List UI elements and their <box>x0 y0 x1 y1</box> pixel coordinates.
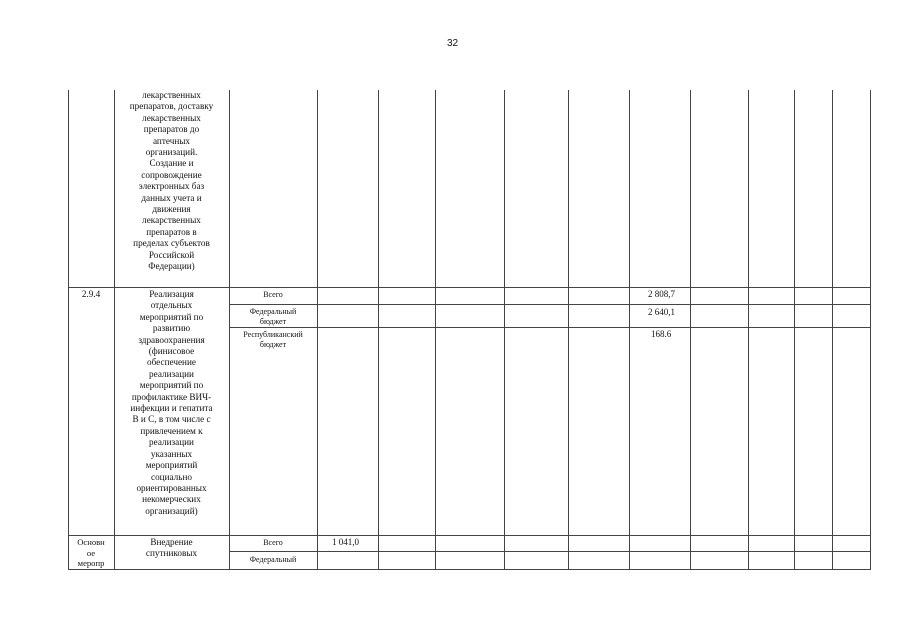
measure-code-cell: Основн ое меропр <box>77 537 105 568</box>
table-border-bottom <box>68 569 871 570</box>
column-divider <box>568 90 569 570</box>
measure-code-cell: 2.9.4 <box>81 289 101 299</box>
funding-source-label: Республиканский бюджет <box>243 330 303 349</box>
measure-name-cell: лекарственных препаратов, доставку лекарственных препаратов до аптечных организаций. Создание и сопровождение электронных баз данных учета и движения лекарственных препаратов в пределах субъектов Российской Федерации) <box>129 90 214 272</box>
funding-source-label: Всего <box>263 290 283 299</box>
row-divider <box>68 287 871 288</box>
sub-row-divider <box>229 551 871 552</box>
column-divider <box>832 90 833 570</box>
funding-source-label: Федеральный <box>249 555 297 564</box>
table-border-left <box>68 90 69 570</box>
column-divider <box>629 90 630 570</box>
funding-value: 1 041,0 <box>332 537 359 547</box>
column-divider <box>794 90 795 570</box>
funding-source-label: Федеральный бюджет <box>249 307 297 326</box>
measure-name-cell: Внедрение спутниковых <box>145 537 198 559</box>
column-divider <box>435 90 436 570</box>
row-divider <box>68 535 871 536</box>
column-divider <box>690 90 691 570</box>
measure-name-cell: Реализация отдельных мероприятий по развитию здравоохранения (финисовое обеспечение реализации мероприятий по профилактике ВИЧ- инфекции и гепатита В и С, в том числе с привлечением к реализации указанных мероприятий социально ориентированных некомерческих организаций) <box>130 289 213 516</box>
page-number: 32 <box>446 38 459 49</box>
column-divider <box>504 90 505 570</box>
funding-value: 2 640,1 <box>648 307 675 317</box>
funding-value: 168.6 <box>651 329 672 339</box>
funding-value: 2 808,7 <box>648 289 675 299</box>
column-divider <box>748 90 749 570</box>
sub-row-divider <box>229 304 871 305</box>
table-border-right <box>870 90 871 570</box>
column-divider <box>317 90 318 570</box>
sub-row-divider <box>229 327 871 328</box>
column-divider <box>378 90 379 570</box>
funding-source-label: Всего <box>263 538 283 547</box>
